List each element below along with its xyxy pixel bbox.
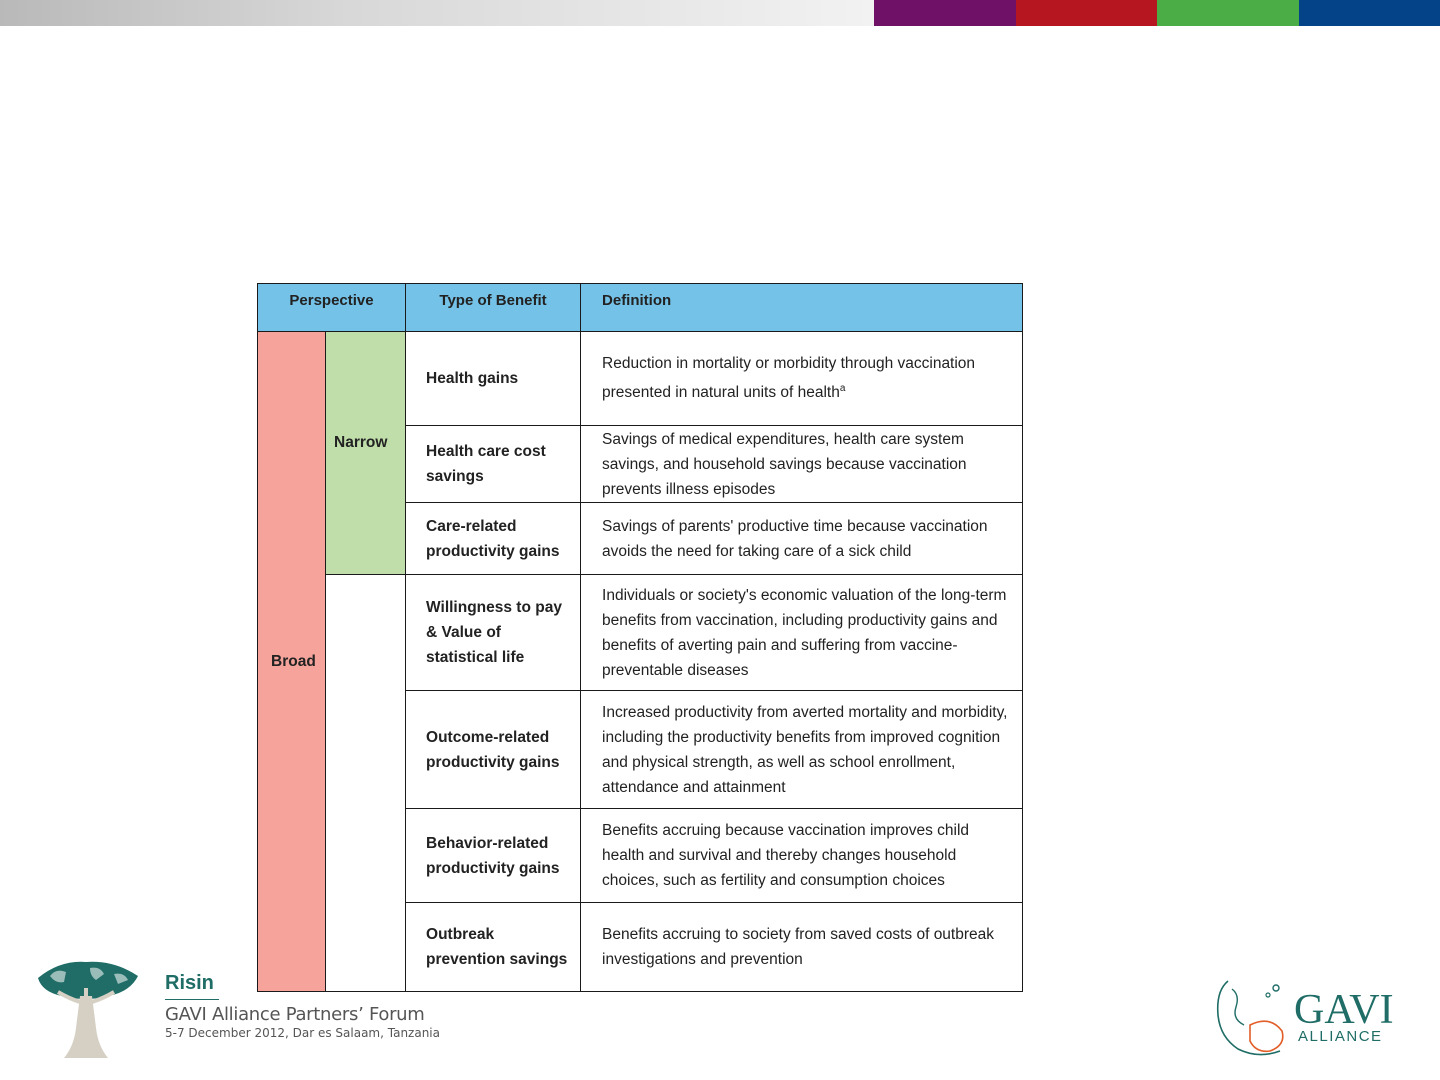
benefit-definition: Benefits accruing because vaccination improves child health and survival and thereby changes household choices, such as fertility and consumption choices — [581, 809, 1023, 903]
benefit-type: Health care cost savings — [406, 426, 581, 503]
definition-text: Reduction in mortality or morbidity through vaccination presented in natural units of health — [602, 355, 976, 402]
benefit-type: Outbreak prevention savings — [406, 903, 581, 992]
banner-red-block — [1016, 0, 1158, 26]
forum-text-block — [165, 972, 440, 1040]
banner-green-block — [1157, 0, 1299, 26]
benefit-definition: Savings of medical expenditures, health care system savings, and household savings because vaccination prevents illness episodes — [581, 426, 1023, 503]
banner-blue-block — [1299, 0, 1440, 26]
forum-title: GAVI Alliance Partners’ Forum — [165, 1004, 425, 1025]
benefit-definition: Savings of parents' productive time because vaccination avoids the need for taking care of a sick child — [581, 503, 1023, 575]
header-type-of-benefit: Type of Benefit — [406, 284, 581, 332]
forum-name: Risin — [165, 972, 214, 994]
gavi-word: GAVI — [1294, 987, 1394, 1033]
benefit-definition — [581, 332, 1023, 426]
forum-divider — [165, 999, 219, 1000]
header-perspective: Perspective — [258, 284, 406, 332]
benefit-type: Health gains — [406, 332, 581, 426]
top-banner — [0, 0, 1440, 26]
benefit-type: Outcome-related productivity gains — [406, 691, 581, 809]
table-header-row — [258, 284, 1023, 332]
benefit-type: Behavior-related productivity gains — [406, 809, 581, 903]
perspective-broad: Broad — [258, 332, 326, 992]
banner-gradient — [0, 0, 874, 26]
benefits-table — [257, 283, 1023, 992]
benefit-type: Willingness to pay & Value of statistical life — [406, 575, 581, 691]
baobab-tree-logo — [30, 958, 142, 1060]
table-row — [258, 575, 1023, 691]
perspective-narrow: Narrow — [326, 332, 406, 575]
benefit-definition: Increased productivity from averted mortality and morbidity, including the productivity benefits from improved cognition and physical strength, as well as school enrollment, attendance and attainment — [581, 691, 1023, 809]
forum-date: 5-7 December 2012, Dar es Salaam, Tanzania — [165, 1026, 440, 1040]
header-definition: Definition — [581, 284, 1023, 332]
alliance-word: ALLIANCE — [1298, 1028, 1383, 1045]
gavi-alliance-logo — [1210, 975, 1406, 1060]
benefit-type: Care-related productivity gains — [406, 503, 581, 575]
benefit-definition: Individuals or society's economic valuation of the long-term benefits from vaccination, including productivity gains and benefits of averting pain and suffering from vaccine-preventable diseases — [581, 575, 1023, 691]
table-row — [258, 332, 1023, 426]
benefit-definition: Benefits accruing to society from saved costs of outbreak investigations and prevention — [581, 903, 1023, 992]
footnote-marker: a — [839, 383, 846, 395]
banner-purple-block — [874, 0, 1016, 26]
perspective-broad-only-cell — [326, 575, 406, 992]
